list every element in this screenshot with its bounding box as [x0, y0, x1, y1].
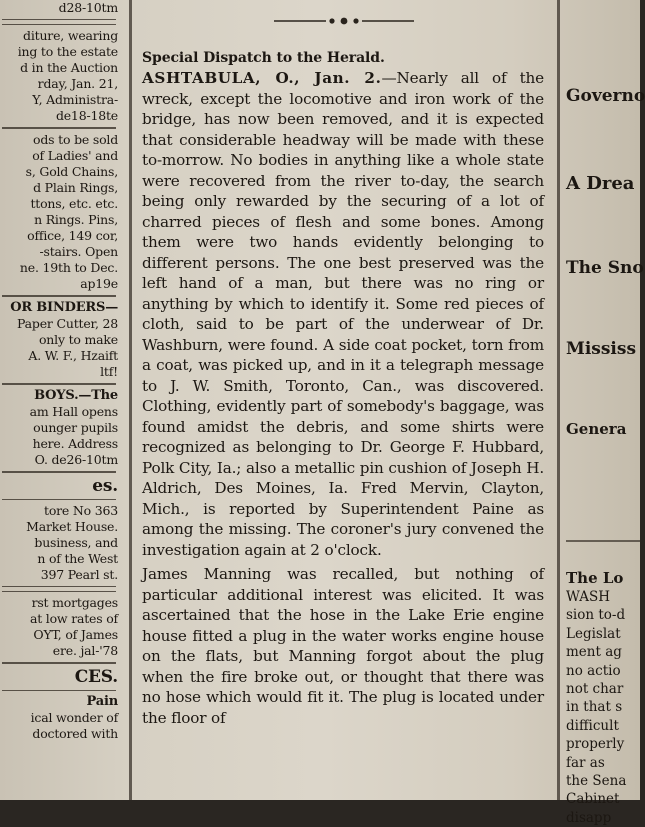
left-ad-line: at low rates of — [29, 611, 118, 626]
left-ad-line: d in the Auction — [20, 60, 118, 75]
left-column-ads — [0, 0, 122, 742]
left-ad-line: -stairs. Open — [39, 244, 118, 259]
right-article-line: in that s — [566, 699, 623, 716]
right-article-lines — [566, 588, 626, 827]
ornament-rule — [274, 15, 414, 27]
left-ad-line: business, and — [34, 535, 118, 550]
article-lead: ASHTABULA, O., Jan. 2. — [142, 69, 382, 87]
left-divider — [2, 19, 116, 25]
right-heading-3: The Sno — [566, 258, 644, 278]
left-ad-line: ical wonder of — [30, 710, 118, 725]
left-ad-line: of Ladies' and — [32, 148, 118, 163]
left-ad-line: O. de26-10tm — [34, 452, 118, 467]
right-article-line: sion to-d — [566, 607, 626, 624]
left-ad-line: tore No 363 — [44, 503, 118, 518]
left-divider — [2, 471, 116, 473]
left-ad-line: only to make — [38, 332, 118, 347]
left-ad-line: d Plain Rings, — [33, 180, 118, 195]
right-article-line: Legislat — [566, 625, 621, 642]
left-ad-line: 397 Pearl st. — [40, 567, 118, 582]
left-ad-line: here. Address — [32, 436, 118, 451]
right-article-line: WASH — [566, 589, 610, 605]
main-article-column — [134, 0, 554, 800]
left-divider — [2, 127, 116, 129]
column-rule-right — [557, 0, 560, 800]
left-ad-line: ounger pupils — [33, 420, 118, 435]
left-divider — [2, 690, 116, 691]
right-heading-5: Genera — [566, 420, 627, 438]
left-ad-line: ing to the estate — [17, 44, 118, 59]
left-ad-line: de18-18te — [55, 108, 118, 123]
left-ad-line: ne. 19th to Dec. — [19, 260, 118, 275]
right-article-line: not char — [566, 681, 624, 698]
left-ad-line: rday, Jan. 21, — [37, 76, 118, 91]
right-heading-1: Governo — [566, 86, 645, 106]
right-article-line: Cabinet — [566, 791, 620, 808]
article-paragraph-1 — [142, 68, 544, 560]
left-ad-line: s, Gold Chains, — [25, 164, 118, 179]
left-ad-line: A. W. F., Hzaift — [28, 348, 118, 363]
left-ad-line: am Hall opens — [29, 404, 118, 419]
left-ad-line: ods to be sold — [33, 132, 118, 147]
left-ad-line: doctored with — [32, 726, 118, 741]
left-ad-line: OR BINDERS— — [10, 300, 118, 315]
left-ad-line: office, 149 cor, — [27, 228, 118, 243]
right-article-heading: The Lo — [566, 569, 624, 587]
left-ad-line: BOYS.—The — [34, 388, 118, 403]
right-heading-2: A Drea — [566, 173, 635, 194]
left-ad-line: Paper Cutter, 28 — [17, 316, 118, 331]
left-ad-line: ap19e — [80, 276, 118, 291]
left-ad-line: Y, Administra- — [32, 92, 118, 107]
left-divider — [2, 295, 116, 297]
left-ad-line: es. — [92, 476, 118, 496]
left-ad-line: ltf! — [100, 364, 118, 379]
left-divider — [2, 586, 116, 592]
right-article — [566, 568, 626, 827]
left-ad-line: Market House. — [26, 519, 118, 534]
left-ad-line: diture, wearing — [23, 28, 118, 43]
article-paragraph-2: James Manning was recalled, but nothing of particular additional interest was elicited. It was ascertained that the hose in the Lake Erie engine house fitted a plug in the water works engine house on the flats, but Manning forgot about the plug when the fire broke out, or thought that there was no hose which would fit it. The plug is located under the floor of — [142, 565, 544, 727]
left-ad-line: Pain — [86, 694, 118, 709]
right-article-line: properly — [566, 736, 625, 753]
right-article-line: no actio — [566, 662, 621, 679]
right-column-rule — [566, 540, 640, 542]
left-ad-line: OYT, of James — [33, 627, 118, 642]
article-dateline: Special Dispatch to the Herald. — [142, 50, 385, 66]
right-article-line: the Sena — [566, 773, 627, 790]
left-ad-line: n Rings. Pins, — [34, 212, 118, 227]
right-article-line: disapp — [566, 809, 612, 826]
right-column — [562, 0, 645, 826]
left-divider — [2, 662, 116, 664]
left-ad-line: rst mortgages — [31, 595, 118, 610]
left-ad-line: ttons, etc. etc. — [30, 196, 118, 211]
right-article-line: far as — [566, 754, 605, 771]
left-ad-line: CES. — [74, 667, 118, 687]
column-rule-left — [129, 0, 132, 800]
left-divider — [2, 499, 116, 500]
right-article-line: ment ag — [566, 644, 622, 661]
left-ad-line: ere. jal-'78 — [52, 643, 118, 658]
left-ad-line: d28-10tm — [58, 0, 118, 15]
right-article-line: difficult — [566, 717, 619, 734]
left-column — [0, 0, 126, 800]
article-paragraph-1-text: —Nearly all of the wreck, except the locomotive and iron work of the bridge, has now been removed, and it is expected that considerable headway will be made with these to-morrow. No bodies in anything like a whole state were recovered from the river to-day, the search being only rewarded by the securing of a lot of charred pieces of flesh and some bones. Among them were two hands evidently belonging to different persons. The one best preserved was the left hand of a man, but there was no ring or anything by which to identify it. Some red pieces of cloth, said to be part of the underwear of Dr. Washburn, were found. A side coat pocket, torn from a coat, was picked up, and in it a telegraph message to J. W. Smith, Toronto, Can., was discovered. Clothing, evidently part of somebody's baggage, was found amidst the debris, and some shirts were recognized as belonging to Dr. George F. Hubbard, Polk City, Ia.; also a metallic pin cushion of Joseph H. Aldrich, Des Moines, Ia. Fred Mervin, Clayton, Mich., is reported by Superintendent Paine as among the missing. The coroner's jury convened the investigation again at 2 o'clock. — [142, 69, 544, 559]
right-heading-4: Mississ — [566, 339, 637, 359]
left-ad-line: n of the West — [37, 551, 118, 566]
article-body — [142, 48, 544, 728]
left-divider — [2, 383, 116, 385]
